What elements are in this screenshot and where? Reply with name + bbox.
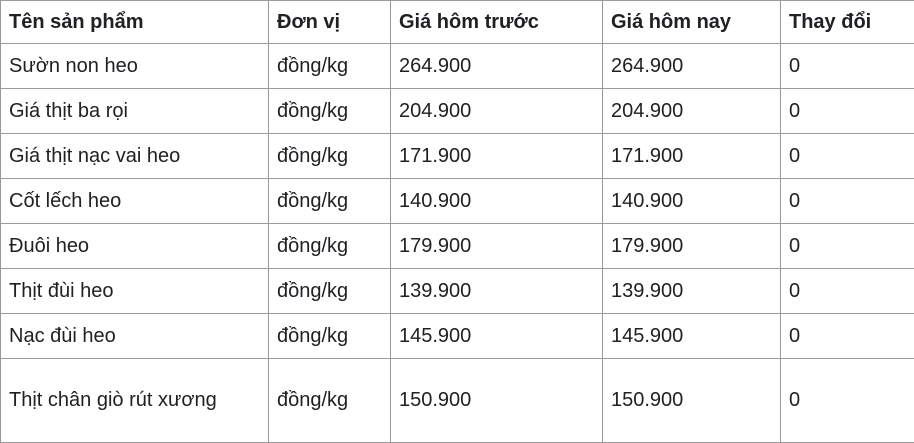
header-cell-price-today: Giá hôm nay [603, 1, 781, 44]
price-prev-cell: 204.900 [391, 89, 603, 134]
price-today-cell: 139.900 [603, 269, 781, 314]
product-cell [1, 224, 269, 269]
table-row [1, 314, 914, 359]
unit-cell: đồng/kg [269, 359, 391, 443]
price-today-cell: 171.900 [603, 134, 781, 179]
unit-cell: đồng/kg [269, 269, 391, 314]
change-cell: 0 [781, 179, 914, 224]
header-row [1, 1, 914, 44]
header-cell-price-prev: Giá hôm trước [391, 1, 603, 44]
product-name: Giá thịt nạc vai heo [9, 144, 181, 167]
table-row [1, 89, 914, 134]
unit-cell: đồng/kg [269, 134, 391, 179]
price-today-cell: 204.900 [603, 89, 781, 134]
product-name: Giá thịt ba rọi [9, 99, 128, 122]
product-name: Cốt lếch heo [9, 189, 122, 212]
price-prev-cell: 264.900 [391, 44, 603, 89]
change-cell: 0 [781, 269, 914, 314]
change-cell: 0 [781, 89, 914, 134]
price-today-cell: 179.900 [603, 224, 781, 269]
change-cell: 0 [781, 224, 914, 269]
unit-cell: đồng/kg [269, 89, 391, 134]
table-row [1, 134, 914, 179]
table-row [1, 179, 914, 224]
product-name: Thịt đùi heo [9, 279, 114, 302]
header-cell-product: Tên sản phẩm [1, 1, 269, 44]
product-name: Đuôi heo [9, 234, 90, 257]
price-prev-cell: 140.900 [391, 179, 603, 224]
price-today-cell: 145.900 [603, 314, 781, 359]
change-cell: 0 [781, 134, 914, 179]
price-prev-cell: 179.900 [391, 224, 603, 269]
product-cell [1, 89, 269, 134]
product-cell [1, 44, 269, 89]
unit-cell: đồng/kg [269, 314, 391, 359]
price-today-cell: 140.900 [603, 179, 781, 224]
product-cell [1, 269, 269, 314]
price-today-cell: 150.900 [603, 359, 781, 443]
header-cell-unit: Đơn vị [269, 1, 391, 44]
price-prev-cell: 145.900 [391, 314, 603, 359]
price-prev-cell: 139.900 [391, 269, 603, 314]
unit-cell: đồng/kg [269, 179, 391, 224]
table-row [1, 359, 914, 443]
product-cell [1, 134, 269, 179]
price-prev-cell: 150.900 [391, 359, 603, 443]
header-cell-change: Thay đổi [781, 1, 914, 44]
unit-cell: đồng/kg [269, 44, 391, 89]
product-name: Nạc đùi heo [9, 324, 116, 347]
change-cell: 0 [781, 314, 914, 359]
price-prev-cell: 171.900 [391, 134, 603, 179]
unit-cell: đồng/kg [269, 224, 391, 269]
product-cell [1, 179, 269, 224]
product-cell [1, 314, 269, 359]
product-name: Thịt chân giò rút xương [9, 389, 217, 411]
table-row [1, 269, 914, 314]
change-cell: 0 [781, 359, 914, 443]
table-row [1, 224, 914, 269]
price-today-cell: 264.900 [603, 44, 781, 89]
change-cell: 0 [781, 44, 914, 89]
product-cell [1, 359, 269, 443]
product-name: Sườn non heo [9, 54, 138, 77]
table-row [1, 44, 914, 89]
